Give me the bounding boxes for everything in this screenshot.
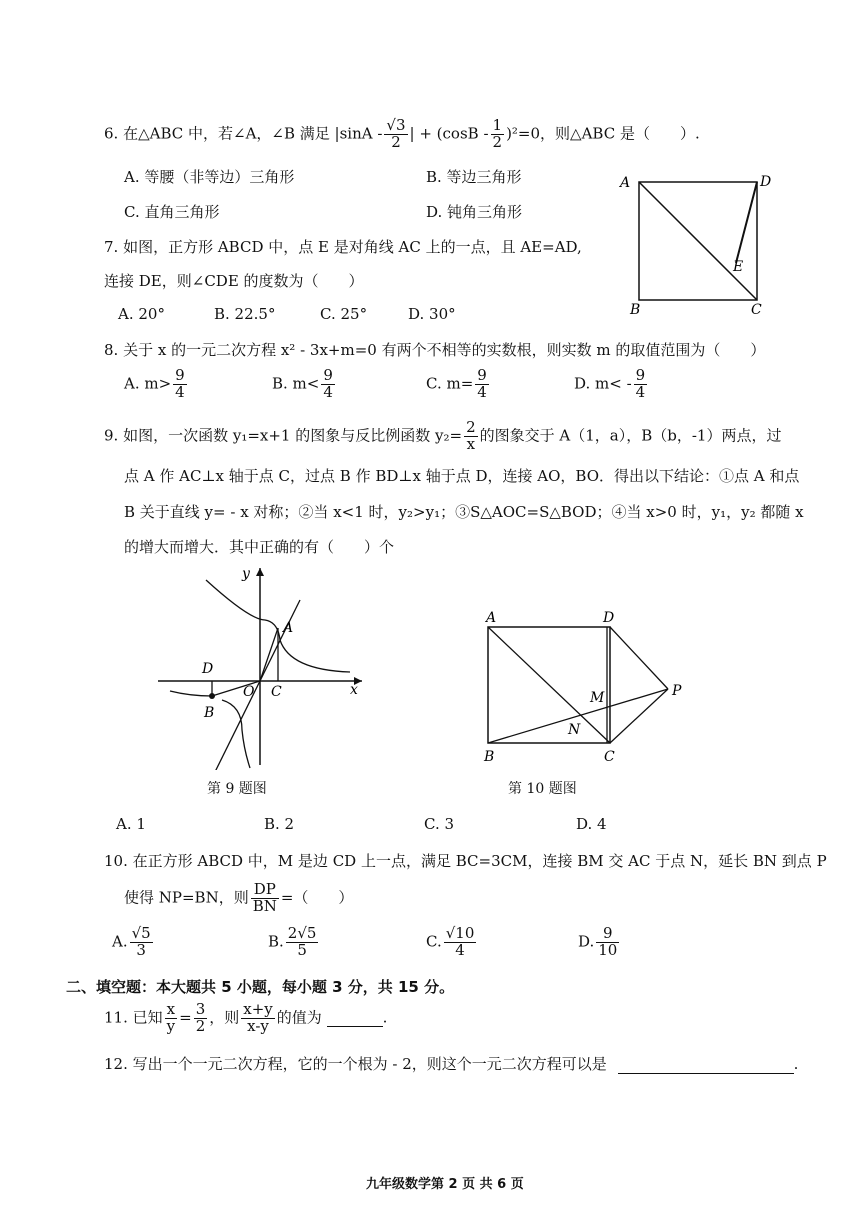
q9-label-c: C	[271, 684, 282, 700]
q10-label-d: D	[603, 610, 615, 626]
q8-stem: 8. 关于 x 的一元二次方程 x² - 3x+m=0 有两个不相等的实数根，则实数 m 的取值范围为（ ）	[104, 341, 766, 359]
q7-option-d: D. 30°	[408, 305, 456, 323]
q11-c: 的值为	[276, 1008, 322, 1027]
q10-option-b-frac	[286, 926, 319, 959]
q9-segment-ao	[260, 628, 278, 681]
q8-option-c-num: 9	[477, 366, 487, 384]
q12-stem	[104, 1053, 798, 1074]
q8-option-a-num: 9	[175, 366, 185, 384]
q10-figure	[470, 605, 700, 770]
q7-diagonal-ac	[639, 182, 757, 300]
q8-option-a-pre: A. m>	[124, 374, 172, 393]
q9-label-b: B	[204, 705, 215, 721]
q11-frac-3	[241, 1002, 275, 1035]
q9-frac-den: x	[466, 434, 476, 453]
q10-line-2-a: 使得 NP=BN，则	[124, 888, 249, 907]
q10-frac-den: BN	[252, 896, 277, 915]
q6-frac-1	[384, 118, 407, 151]
q6-stem	[104, 118, 700, 151]
q9-y-arrow	[256, 568, 264, 576]
q9-label-x: x	[350, 682, 358, 698]
q10-label-a: A	[486, 610, 497, 626]
q8-option-c-frac	[475, 368, 489, 401]
q10-option-c-pre: C.	[426, 932, 442, 951]
q8-option-b-frac	[321, 368, 335, 401]
q9-figure	[150, 560, 370, 770]
q6-frac-1-num: √3	[386, 116, 406, 134]
q8-option-c	[426, 368, 491, 401]
q9-option-c: C. 3	[424, 815, 455, 833]
q11-frac-3-den: x-y	[247, 1016, 269, 1035]
q6-option-a: A. 等腰（非等边）三角形	[124, 168, 295, 186]
q10-label-b: B	[484, 749, 495, 765]
q10-option-a	[112, 926, 155, 959]
q12-answer-blank[interactable]	[618, 1055, 794, 1074]
q6-frac-2-den: 2	[492, 132, 503, 151]
q11-frac-1-num: x	[165, 1002, 177, 1019]
q10-option-d-pre: D.	[578, 932, 595, 951]
q10-frac	[251, 882, 279, 915]
q8-option-d-frac	[634, 368, 648, 401]
q8-option-c-pre: C. m=	[426, 374, 474, 393]
q10-frac-num: DP	[251, 882, 279, 899]
q9-caption: 第 9 题图	[207, 781, 267, 797]
q11-end: .	[382, 1008, 388, 1027]
q9-line-1-a: 9. 如图，一次函数 y₁=x+1 的图象与反比例函数 y₂=	[104, 426, 463, 445]
q9-line-4: 的增大而增大．其中正确的有（ ）个	[124, 538, 395, 556]
q7-figure	[612, 168, 792, 318]
q10-diagonal-ac	[488, 627, 610, 743]
q8-option-b-pre: B. m<	[272, 374, 320, 393]
q11-answer-blank[interactable]	[327, 1008, 383, 1027]
q8-option-d-den: 4	[635, 382, 646, 401]
q10-option-a-pre: A.	[112, 932, 128, 951]
q9-line-3: B 关于直线 y= - x 对称；②当 x<1 时，y₂>y₁；③S△AOC=S△BOD；④当 x>0 时，y₁，y₂ 都随 x	[124, 503, 804, 521]
q6-option-b: B. 等边三角形	[426, 168, 522, 186]
q7-segment-de	[736, 182, 757, 263]
q10-option-a-den: 3	[136, 940, 146, 959]
q9-label-y: y	[242, 566, 250, 582]
q7-label-d: D	[760, 174, 772, 190]
q6-frac-2-num: 1	[492, 116, 503, 134]
q11-frac-1-den: y	[166, 1016, 176, 1035]
q10-label-m: M	[590, 690, 605, 706]
q10-line-1: 10. 在正方形 ABCD 中，M 是边 CD 上一点，满足 BC=3CM，连接 BM 交 AC 于点 N，延长 BN 到点 P	[104, 852, 827, 870]
q11-frac-2	[194, 1002, 208, 1035]
q10-option-a-num: √5	[131, 924, 151, 942]
q9-label-a: A	[283, 620, 294, 636]
q9-line-1-b: 的图象交于 A（1，a），B（b，-1）两点，过	[479, 426, 782, 445]
q8-option-d-pre: D. m< -	[574, 374, 632, 393]
q10-option-b-pre: B.	[268, 932, 284, 951]
page-footer: 九年级数学第 2 页 共 6 页	[366, 1177, 524, 1192]
q10-option-d-num: 9	[596, 926, 619, 943]
q8-option-b-den: 4	[323, 382, 333, 401]
q10-option-c-den: 4	[455, 940, 465, 959]
q8-option-a-den: 4	[175, 382, 185, 401]
q10-option-c-frac	[444, 926, 477, 959]
q10-line-2-b: =（ ）	[280, 888, 354, 907]
q11-frac-2-num: 3	[195, 1000, 206, 1018]
q7-option-a: A. 20°	[118, 305, 165, 323]
q10-segment-dp	[610, 627, 668, 689]
q7-option-b: B. 22.5°	[214, 305, 276, 323]
q10-option-d-den: 10	[598, 940, 618, 959]
q9-option-b: B. 2	[264, 815, 295, 833]
q8-option-a-frac	[173, 368, 187, 401]
q9-option-d: D. 4	[576, 815, 607, 833]
q9-line-2: 点 A 作 AC⊥x 轴于点 C，过点 B 作 BD⊥x 轴于点 D，连接 AO，BO．得出以下结论：①点 A 和点	[124, 467, 800, 485]
q9-frac-num: 2	[466, 418, 476, 436]
q8-option-a	[124, 368, 189, 401]
q12-end: .	[793, 1055, 799, 1073]
q11-a: 11. 已知	[104, 1008, 163, 1027]
q10-option-d	[578, 926, 621, 959]
q6-pre: 6. 在△ABC 中，若∠A，∠B 满足 |sinA -	[104, 124, 383, 143]
q7-line-1: 7. 如图，正方形 ABCD 中，点 E 是对角线 AC 上的一点，且 AE=AD,	[104, 238, 582, 256]
q6-mid: | + (cosB -	[409, 124, 489, 143]
q7-line-2: 连接 DE，则∠CDE 的度数为（ ）	[104, 272, 364, 290]
q6-post: )²=0，则△ABC 是（ ）.	[506, 124, 700, 143]
q9-frac	[464, 420, 478, 453]
q10-option-c	[426, 926, 478, 959]
q10-option-d-frac	[596, 926, 619, 959]
q12-text: 12. 写出一个一元二次方程，它的一个根为 - 2，则这个一元二次方程可以是	[104, 1055, 607, 1073]
q10-label-n: N	[568, 722, 581, 738]
q10-line-2	[124, 882, 353, 915]
q10-option-b-den: 5	[297, 940, 307, 959]
q11-frac-3-num: x+y	[243, 1000, 273, 1018]
q6-option-c: C. 直角三角形	[124, 203, 220, 221]
q9-line-1	[104, 420, 781, 453]
q9-point-b	[209, 693, 215, 699]
q11-eq: =	[179, 1008, 192, 1027]
q9-label-o: O	[243, 684, 255, 700]
q10-option-b-num: 2√5	[287, 924, 317, 942]
q11-frac-2-den: 2	[195, 1016, 206, 1035]
q10-option-c-num: √10	[445, 924, 475, 942]
q11-frac-1	[165, 1002, 177, 1035]
section-2-heading: 二、填空题：本大题共 5 小题，每小题 3 分，共 15 分。	[66, 978, 455, 996]
q6-frac-2	[491, 118, 505, 151]
q9-label-d: D	[202, 661, 214, 677]
q10-label-p: P	[672, 683, 682, 699]
q10-option-a-frac	[130, 926, 153, 959]
q7-label-a: A	[620, 175, 631, 191]
q8-option-b-num: 9	[323, 366, 333, 384]
q10-label-c: C	[604, 749, 615, 765]
q11-stem	[104, 1002, 387, 1035]
q7-label-c: C	[751, 302, 762, 318]
q8-option-d	[574, 368, 649, 401]
q7-label-e: E	[733, 259, 744, 275]
q9-hyperbola-q3-tail	[170, 691, 212, 696]
q6-frac-1-den: 2	[391, 132, 401, 151]
q8-option-d-num: 9	[635, 366, 646, 384]
q8-option-c-den: 4	[477, 382, 487, 401]
q8-option-b	[272, 368, 337, 401]
q7-option-c: C. 25°	[320, 305, 368, 323]
q11-b: ，则	[209, 1008, 240, 1027]
q6-option-d: D. 钝角三角形	[426, 203, 523, 221]
q9-option-a: A. 1	[116, 815, 146, 833]
q10-caption: 第 10 题图	[508, 781, 577, 797]
q10-option-b	[268, 926, 320, 959]
q7-label-b: B	[630, 302, 641, 318]
